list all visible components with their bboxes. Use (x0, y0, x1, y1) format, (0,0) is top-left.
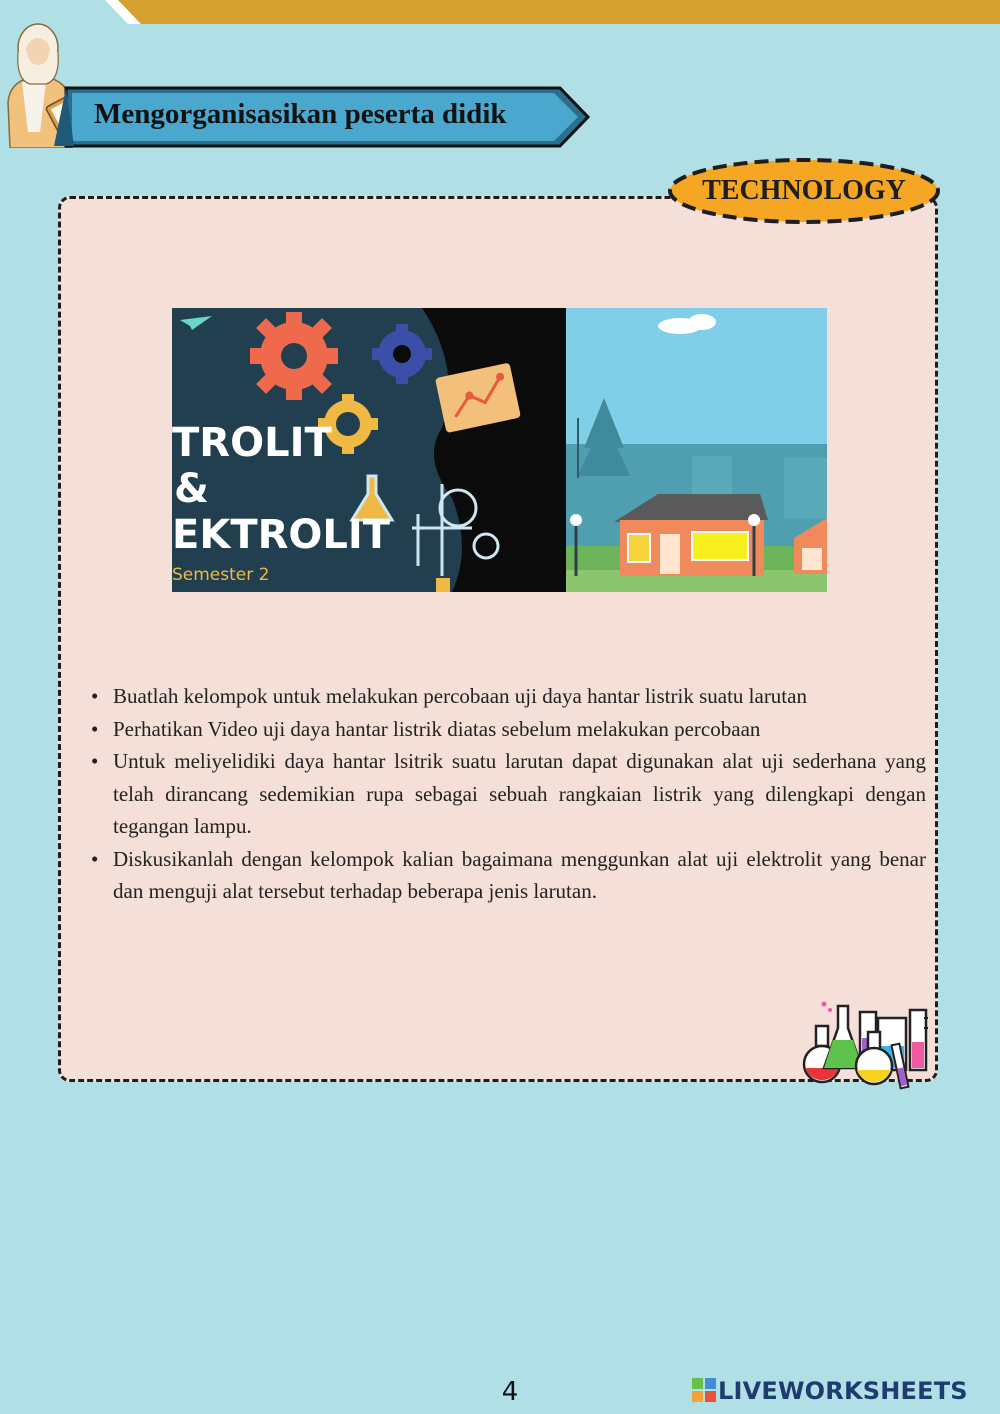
video-thumbnail[interactable] (172, 308, 827, 592)
top-decorative-bar (0, 0, 1000, 24)
task-text: Buatlah kelompok untuk melakukan percobaan uji daya hantar listrik suatu larutan (113, 684, 807, 708)
video-title-line: & (174, 466, 209, 512)
town-scene-illustration (566, 308, 827, 592)
bullet: • (91, 749, 99, 773)
task-text: Diskusikanlah dengan kelompok kalian bagaimana menggunkan alat uji elektrolit yang benar dan menguji alat tersebut terhadap beberapa jenis larutan. (113, 846, 926, 903)
task-text: Untuk meliyelidiki daya hantar lsitrik suatu larutan dapat digunakan alat uji sederhana yang telah dirancang sedemikian rupa sebagai sebuah rangkaian listrik yang dilengkapi dengan tegangan lampu. (113, 749, 926, 838)
bullet: • (91, 716, 99, 741)
liveworksheets-logo[interactable] (692, 1376, 992, 1406)
list-item (88, 680, 926, 713)
bullet: • (91, 846, 99, 871)
bullet: • (91, 684, 99, 708)
list-item (88, 745, 926, 843)
technology-badge-label: TECHNOLOGY (702, 175, 906, 206)
video-subtitle: Semester 2 (172, 565, 270, 585)
task-text: Perhatikan Video uji daya hantar listrik diatas sebelum melakukan percobaan (113, 716, 761, 741)
page-title: Mengorganisasikan peserta didik (94, 98, 507, 130)
video-title-line: EKTROLIT (172, 512, 391, 558)
task-list (88, 680, 926, 908)
lab-glassware-icon (800, 998, 940, 1090)
list-item (88, 713, 926, 746)
gear-icon (250, 312, 338, 400)
list-item (88, 843, 926, 908)
page-number: 4 (501, 1377, 519, 1407)
liveworksheets-logo-icon (692, 1378, 716, 1402)
liveworksheets-brand-text: LIVEWORKSHEETS (718, 1377, 968, 1405)
video-title-line: TROLIT (172, 420, 332, 466)
